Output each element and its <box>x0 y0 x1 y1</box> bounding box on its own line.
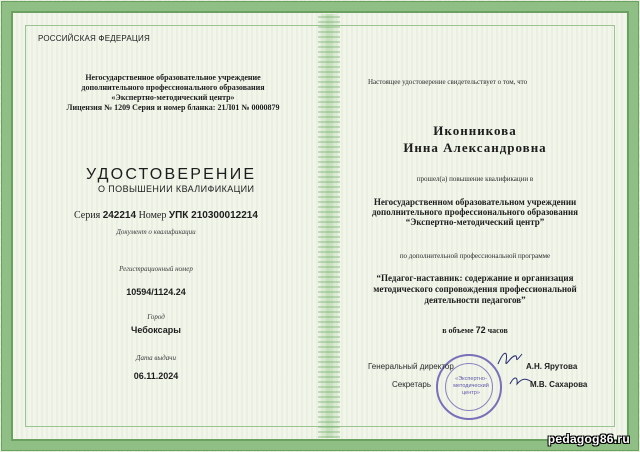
org-line-1: Негосударственном образовательном учреждении <box>373 197 577 207</box>
program-line-1: “Педагог-наставник: содержание и организация <box>376 273 574 283</box>
secretary-label: Секретарь <box>392 380 431 389</box>
volume-prefix: в объеме <box>442 326 474 335</box>
program-line-3: деятельности педагогов” <box>424 295 526 305</box>
document-title: УДОСТОВЕРЕНИЕ <box>86 166 257 183</box>
director-signature <box>496 348 526 370</box>
volume-row <box>330 325 620 335</box>
date-value: 06.11.2024 <box>133 371 179 381</box>
passed-caption: прошел(а) повышение квалификации в <box>416 175 534 183</box>
secretary-name: М.В. Сахарова <box>530 380 588 389</box>
recipient-surname: Иконникова <box>433 123 517 138</box>
issuer-org-line-1: Негосударственное образовательное учреждение <box>85 73 261 82</box>
city-label: Город <box>147 313 165 321</box>
number-value: УПК 210300012214 <box>168 210 258 221</box>
director-name: А.Н. Ярутова <box>526 362 578 371</box>
stamp-center-text: «Экспертно-методический центр» <box>453 376 489 396</box>
number-label: Номер <box>138 210 167 221</box>
program-caption: по дополнительной профессиональной программе <box>399 252 551 260</box>
series-label: Серия <box>74 210 101 221</box>
license-line: Лицензия № 1209 Серия и номер бланка: 21Л01 № 0000879 <box>66 103 280 112</box>
reg-label: Регистрационный номер <box>119 265 193 273</box>
volume-value: 72 <box>475 325 486 335</box>
director-label: Генеральный директор <box>368 362 454 371</box>
country-label: РОССИЙСКАЯ ФЕДЕРАЦИЯ <box>38 34 150 43</box>
series-number-row <box>74 210 258 221</box>
org-line-3: “Экспертно-методический центр” <box>405 217 545 227</box>
reg-value: 10594/1124.24 <box>126 287 186 297</box>
series-value: 242214 <box>102 210 137 221</box>
issuer-org-line-2: дополнительного профессионального образования <box>81 83 265 92</box>
date-label: Дата выдачи <box>136 354 176 362</box>
volume-unit: часов <box>487 326 508 335</box>
doc-caption: Документ о квалификации <box>116 228 196 236</box>
document-subtitle: О ПОВЫШЕНИИ КВАЛИФИКАЦИИ <box>98 184 255 194</box>
recipient-given-names: Инна Александровна <box>403 140 547 155</box>
issuer-org-line-3: «Экспертно-методический центр» <box>111 93 235 102</box>
org-line-2: дополнительного профессионального образования <box>371 207 579 217</box>
city-value: Чебоксары <box>131 325 181 335</box>
intro-text: Настоящее удостоверение свидетельствует о том, что <box>368 78 528 86</box>
program-line-2: методического сопровождения профессиональной <box>373 284 577 294</box>
watermark: pedagog86.ru <box>547 432 630 446</box>
